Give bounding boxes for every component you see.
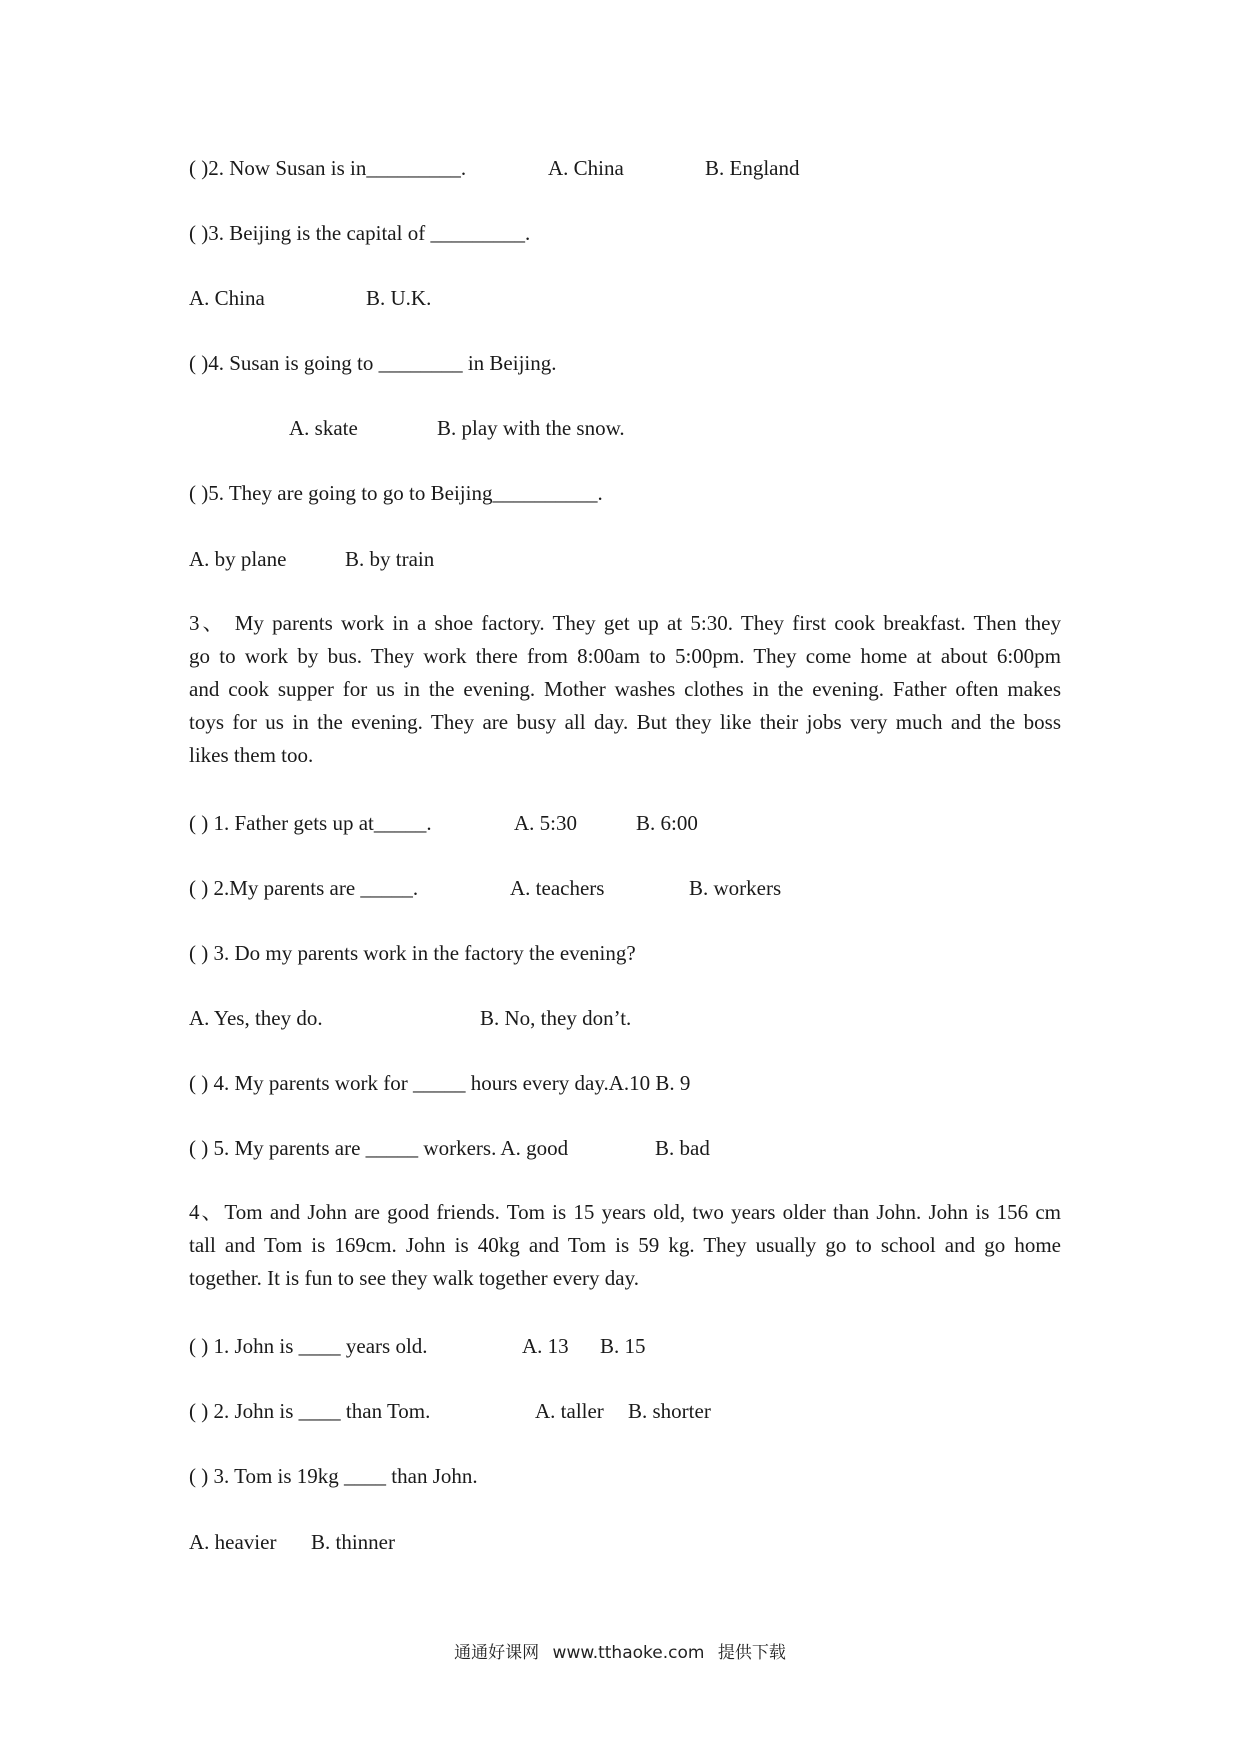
question-stem: ( ) 3. Do my parents work in the factory the evening? [189, 941, 636, 965]
option-b: B. workers [689, 876, 782, 900]
page-footer [0, 1638, 1240, 1663]
option-a: A. China [548, 156, 624, 180]
passage-3 [189, 607, 1061, 772]
option-a: A. 13 [522, 1334, 569, 1358]
passage-line: together. It is fun to see they walk together every day. [189, 1266, 639, 1290]
passage-line: tall and Tom is 169cm. John is 40kg and Tom is 59 kg. They usually go to school and go home [189, 1233, 1061, 1257]
question-stem: ( ) 5. My parents are _____ workers. A. good [189, 1136, 569, 1160]
option-b: B. England [705, 156, 800, 180]
passage-line: and cook supper for us in the evening. Mother washes clothes in the evening. Father often makes [189, 677, 1061, 701]
passage-line: go to work by bus. They work there from 8:00am to 5:00pm. They come home at about 6:00pm [189, 644, 1061, 668]
option-a: A. 5:30 [514, 811, 577, 835]
option-b: B. 15 [600, 1334, 646, 1358]
question-stem: ( ) 1. Father gets up at_____. [189, 811, 432, 835]
footer-url: www.tthaoke.com [552, 1643, 705, 1663]
question-stem: ( ) 1. John is ____ years old. [189, 1334, 428, 1358]
option-a: A. taller [535, 1399, 604, 1423]
question-stem: ( ) 3. Tom is 19kg ____ than John. [189, 1464, 478, 1488]
option-b: B. by train [345, 547, 435, 571]
option-b: B. shorter [628, 1399, 711, 1423]
passage-line: 4、Tom and John are good friends. Tom is 15 years old, two years older than John. John is 156 cm [189, 1200, 1061, 1224]
footer-note: 提供下载 [717, 1643, 786, 1663]
option-a: A. heavier [189, 1530, 277, 1554]
option-b: B. play with the snow. [437, 416, 625, 440]
passage-line: 3、 My parents work in a shoe factory. They get up at 5:30. They first cook breakfast. Then they [189, 611, 1061, 635]
passage-4 [189, 1196, 1061, 1295]
question-stem: ( )3. Beijing is the capital of _________. [189, 221, 531, 245]
passage-line: toys for us in the evening. They are busy all day. But they like their jobs very much and the boss [189, 710, 1061, 734]
footer-site-name: 通通好课网 [454, 1643, 540, 1663]
question-stem: ( ) 4. My parents work for _____ hours every day.A.10 B. 9 [189, 1071, 691, 1095]
question-stem: ( ) 2. John is ____ than Tom. [189, 1399, 431, 1423]
option-a: A. by plane [189, 547, 287, 571]
question-stem: ( )2. Now Susan is in_________. [189, 156, 467, 180]
option-b: B. 6:00 [636, 811, 698, 835]
option-b: B. U.K. [366, 286, 432, 310]
question-stem: ( ) 2.My parents are _____. [189, 876, 419, 900]
option-a: A. China [189, 286, 265, 310]
option-a: A. teachers [510, 876, 605, 900]
passage-line: likes them too. [189, 743, 314, 767]
question-stem: ( )5. They are going to go to Beijing__________. [189, 481, 603, 505]
option-a: A. skate [289, 416, 358, 440]
option-b: B. No, they don’t. [480, 1006, 632, 1030]
option-b: B. bad [655, 1136, 710, 1160]
question-stem: ( )4. Susan is going to ________ in Beijing. [189, 351, 557, 375]
option-a: A. Yes, they do. [189, 1006, 323, 1030]
option-b: B. thinner [311, 1530, 395, 1554]
